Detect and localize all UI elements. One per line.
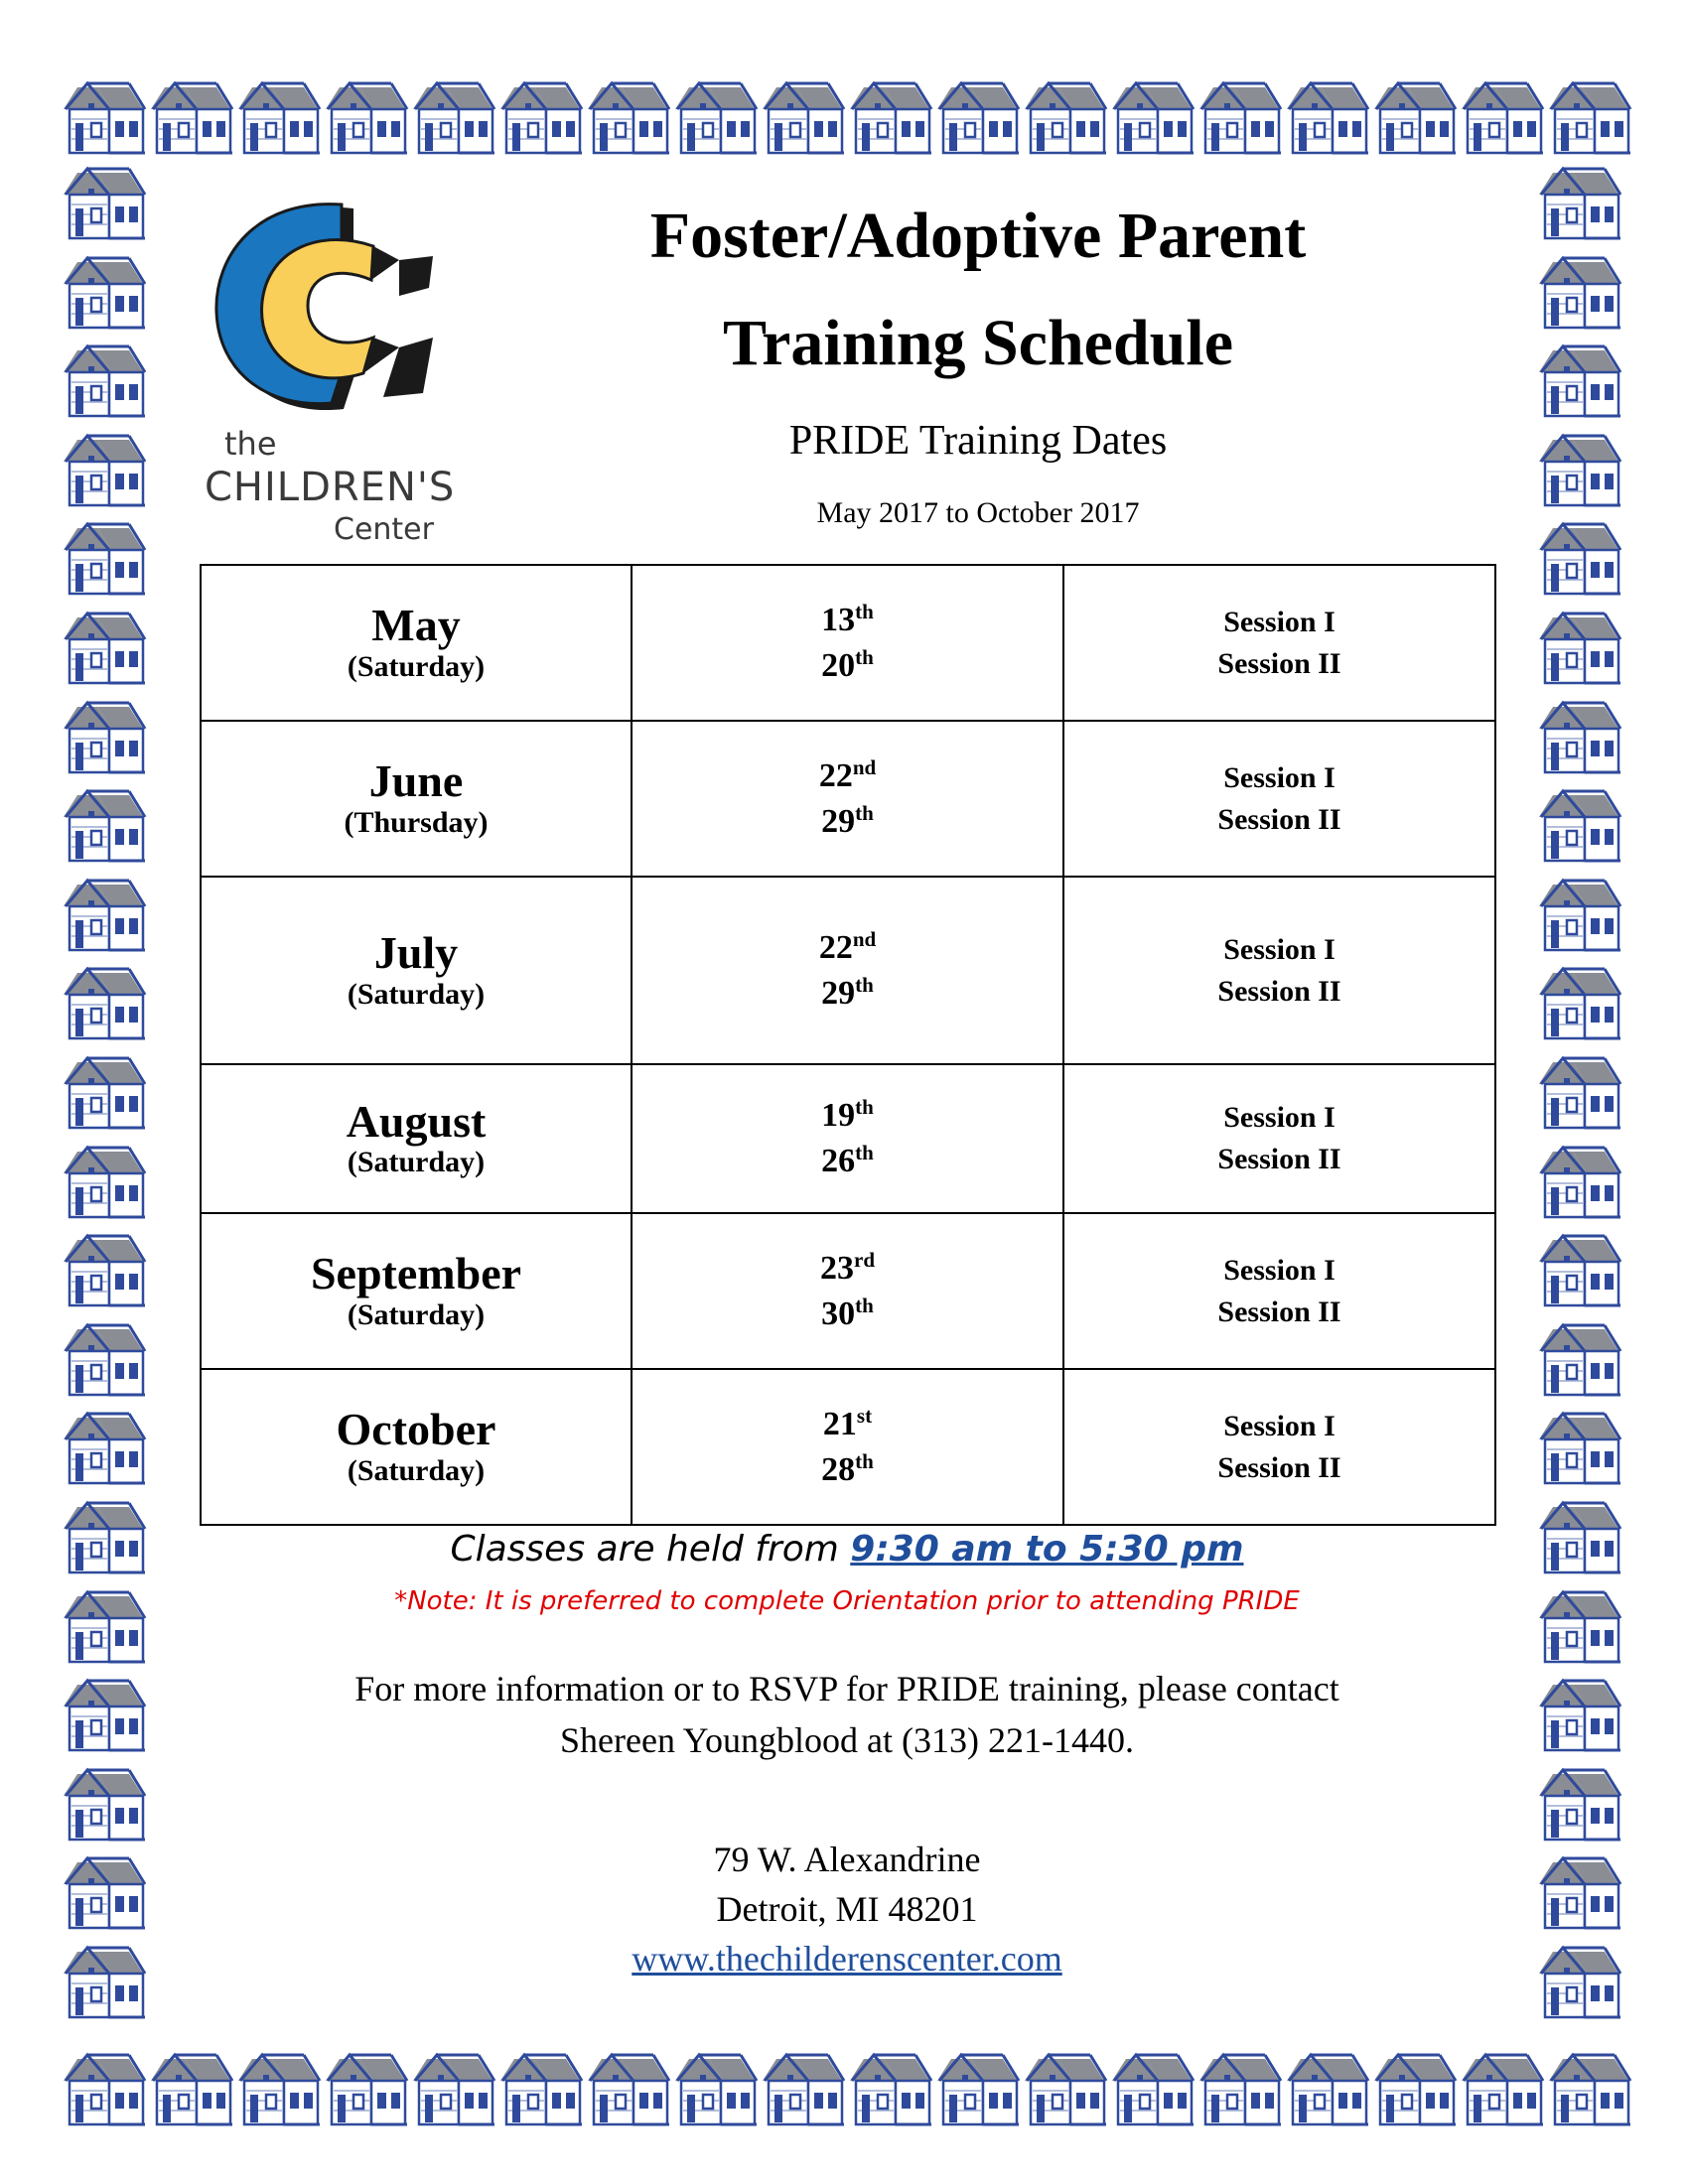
session-1: Session I [1223,760,1336,794]
house-icon [500,2051,584,2130]
session-2: Session II [1217,974,1341,1008]
house-icon [1539,699,1622,778]
session-1: Session I [1223,1101,1336,1134]
website-link[interactable]: www.thechilderenscenter.com [632,1939,1062,1979]
date-2: 26 [821,1143,856,1179]
house-icon [675,2051,759,2130]
date-1-suffix: nd [852,926,877,951]
house-icon [64,965,147,1044]
house-icon [1539,520,1622,600]
table-row [201,721,1495,877]
contact-line-1: For more information or to RSVP for PRIDE training, please contact [354,1669,1339,1708]
house-icon [1549,79,1632,159]
house-icon [64,699,147,778]
date-1: 19 [821,1097,856,1135]
address-block [200,1835,1494,1983]
house-icon [1539,342,1622,422]
date-2: 29 [821,974,856,1012]
date-1: 21 [822,1405,857,1442]
house-icon [238,2051,322,2130]
house-icon [64,254,147,334]
date-1: 22 [818,756,853,794]
house-icon [1539,1677,1622,1756]
date-2-suffix: th [855,1448,874,1473]
house-icon [64,1944,147,2023]
dates-cell [632,721,1063,877]
house-border-right [1539,165,1622,2023]
sessions-cell [1063,1213,1495,1369]
house-icon [64,342,147,422]
month-cell [201,721,632,877]
house-icon [1539,1854,1622,1934]
house-icon [1539,254,1622,334]
date-1-suffix: st [856,1403,873,1428]
sessions-cell [1063,721,1495,877]
house-icon [937,2051,1021,2130]
house-icon [151,79,234,159]
dates-cell [632,1064,1063,1213]
house-icon [1539,432,1622,511]
house-icon [675,79,759,159]
childrens-center-c-logo-icon [205,199,443,427]
house-icon [64,1499,147,1578]
house-icon [151,2051,234,2130]
sessions-cell [1063,877,1495,1064]
date-2: 28 [821,1450,856,1488]
house-icon [1025,79,1108,159]
month-name: September [310,1248,522,1299]
contact-line-2: Shereen Youngblood at (313) 221-1440. [560,1720,1134,1760]
logo-text-childrens: CHILDREN'S [205,465,456,510]
weekday: (Saturday) [347,977,486,1011]
house-border-bottom [64,2051,1632,2130]
house-icon [64,1410,147,1489]
house-icon [1025,2051,1108,2130]
house-icon [500,79,584,159]
house-icon [64,1321,147,1401]
house-icon [64,877,147,956]
house-icon [1539,1054,1622,1134]
date-1: 22 [818,928,853,966]
date-2: 29 [821,802,856,840]
class-hours-prefix: Classes are held from [450,1529,851,1570]
month-cell [201,565,632,721]
dates-cell [632,1213,1063,1369]
training-schedule-table [200,564,1496,1526]
session-2: Session II [1217,646,1341,680]
session-1: Session I [1223,605,1336,638]
date-range: May 2017 to October 2017 [816,496,1140,529]
table-row [201,1064,1495,1213]
house-icon [1199,79,1283,159]
date-1-suffix: th [855,1095,874,1120]
date-1: 13 [821,601,856,638]
month-name: July [373,927,459,979]
house-icon [413,79,496,159]
dates-cell [632,1369,1063,1525]
house-icon [64,1588,147,1668]
house-icon [64,610,147,689]
date-2-suffix: th [855,1141,874,1164]
house-icon [413,2051,496,2130]
house-icon [850,2051,933,2130]
month-name: June [368,755,464,807]
month-cell [201,1213,632,1369]
house-icon [326,79,409,159]
address-city: Detroit, MI 48201 [716,1889,978,1929]
dates-cell [632,565,1063,721]
house-icon [763,2051,846,2130]
house-icon [1374,2051,1458,2130]
class-hours-time: 9:30 am to 5:30 pm [850,1529,1244,1570]
table-row [201,1213,1495,1369]
house-icon [326,2051,409,2130]
house-icon [1549,2051,1632,2130]
session-2: Session II [1217,1143,1341,1175]
date-2-suffix: th [855,972,874,997]
dates-cell [632,877,1063,1064]
date-1-suffix: nd [852,754,877,779]
house-icon [64,165,147,244]
house-icon [1539,1499,1622,1578]
class-hours [200,1529,1494,1570]
house-icon [64,1054,147,1134]
house-icon [1539,1766,1622,1845]
house-icon [1539,1232,1622,1311]
logo-text-the: the [224,425,277,463]
date-2-suffix: th [855,644,874,669]
house-icon [1539,1588,1622,1668]
session-2: Session II [1217,802,1341,836]
house-icon [64,520,147,600]
house-icon [1112,79,1196,159]
house-icon [64,1232,147,1311]
house-border-left [64,165,147,2023]
childrens-center-logo [205,199,456,547]
house-icon [850,79,933,159]
house-icon [1462,79,1545,159]
house-icon [588,2051,671,2130]
sessions-cell [1063,565,1495,721]
page-title-line1: Foster/Adoptive Parent [649,200,1307,272]
table-row [201,565,1495,721]
weekday: (Saturday) [347,1453,486,1487]
house-icon [1287,79,1370,159]
date-2: 20 [821,646,856,684]
house-icon [64,1677,147,1756]
house-icon [64,79,147,159]
house-icon [763,79,846,159]
house-icon [1539,165,1622,244]
session-2: Session II [1217,1450,1341,1484]
house-icon [64,787,147,867]
month-cell [201,877,632,1064]
session-1: Session I [1223,1253,1336,1287]
month-name: October [336,1404,496,1455]
house-icon [1539,1410,1622,1489]
page-subtitle: PRIDE Training Dates [788,418,1168,464]
month-cell [201,1369,632,1525]
house-icon [1462,2051,1545,2130]
weekday: (Saturday) [347,1297,486,1331]
house-icon [1539,787,1622,867]
month-cell [201,1064,632,1213]
house-border-top [64,79,1632,159]
house-icon [1539,610,1622,689]
house-icon [1112,2051,1196,2130]
house-icon [64,432,147,511]
weekday: (Saturday) [347,649,486,683]
date-1-suffix: rd [854,1247,875,1272]
session-2: Session II [1217,1295,1341,1328]
month-name: August [346,1095,487,1147]
house-icon [64,2051,147,2130]
date-2-suffix: th [855,800,874,825]
house-icon [1539,1944,1622,2023]
house-icon [64,1766,147,1845]
date-2: 30 [821,1295,856,1332]
table-row [201,877,1495,1064]
house-icon [1287,2051,1370,2130]
house-icon [937,79,1021,159]
orientation-note: *Note: It is preferred to complete Orientation prior to attending PRIDE [394,1586,1300,1616]
month-name: May [371,600,461,651]
house-icon [238,79,322,159]
session-1: Session I [1223,932,1336,966]
weekday: (Thursday) [344,805,489,839]
logo-text-center: Center [334,512,434,547]
house-icon [1374,79,1458,159]
date-2-suffix: th [855,1293,874,1317]
house-icon [588,79,671,159]
session-1: Session I [1223,1409,1336,1442]
house-icon [1539,1144,1622,1223]
date-1-suffix: th [855,599,874,623]
table-row [201,1369,1495,1525]
contact-info [200,1663,1494,1766]
page-title-line2: Training Schedule [722,307,1234,379]
weekday: (Saturday) [347,1146,486,1179]
house-icon [64,1144,147,1223]
sessions-cell [1063,1369,1495,1525]
house-icon [64,1854,147,1934]
date-1: 23 [820,1249,854,1287]
house-icon [1199,2051,1283,2130]
house-icon [1539,1321,1622,1401]
sessions-cell [1063,1064,1495,1213]
address-street: 79 W. Alexandrine [713,1840,981,1879]
house-icon [1539,877,1622,956]
house-icon [1539,965,1622,1044]
